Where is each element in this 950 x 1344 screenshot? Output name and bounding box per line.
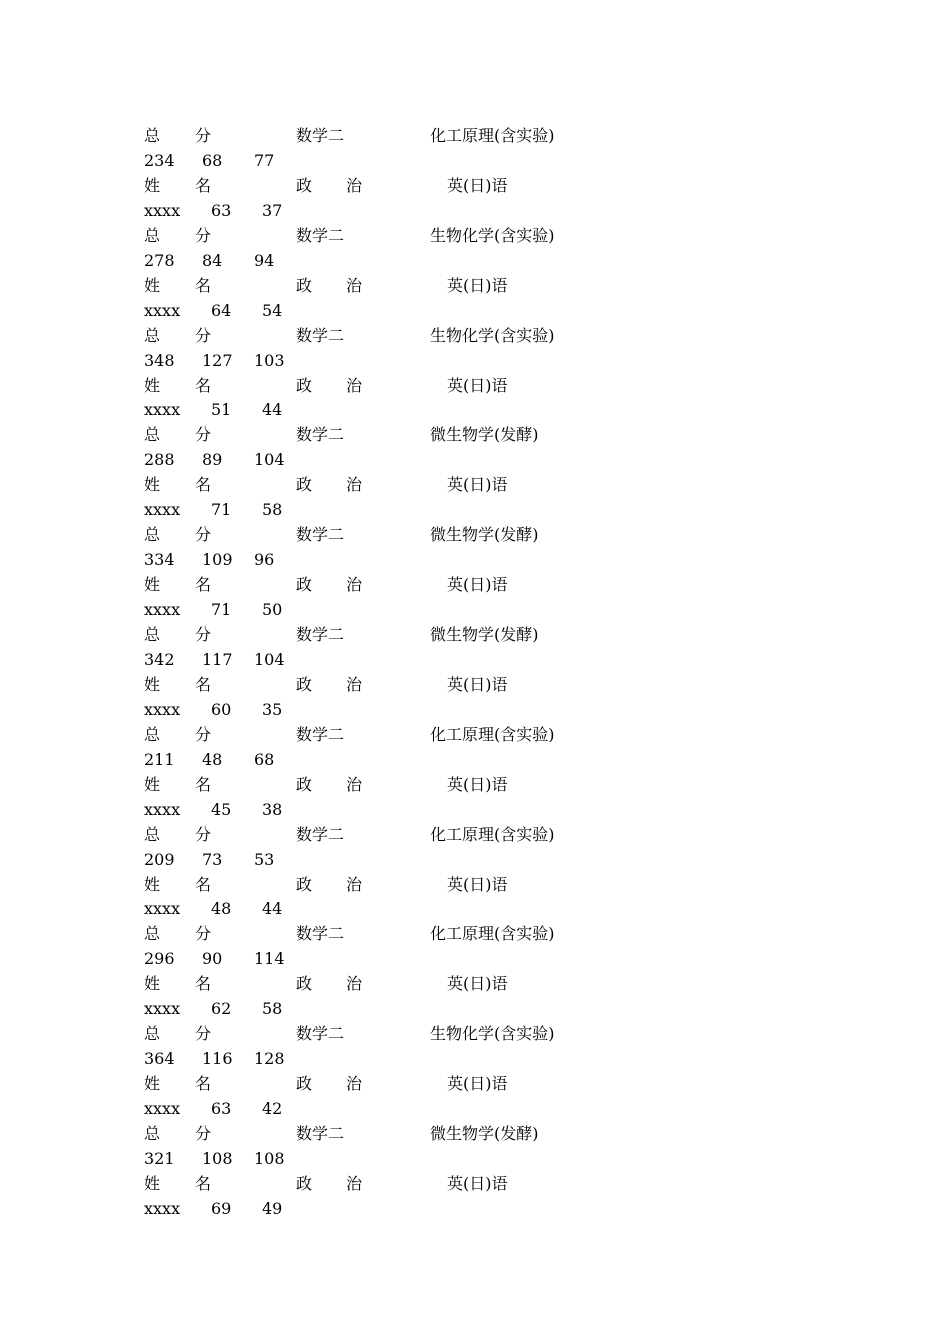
politics-label-char-1: 政	[296, 275, 313, 295]
specialty-score: 104	[254, 450, 285, 470]
name-values-row	[0, 400, 950, 425]
politics-label-char-2: 治	[346, 974, 363, 994]
name-label-char-2: 名	[195, 1074, 212, 1094]
specialty-subject-label: 化工原理(含实验)	[430, 924, 555, 944]
total-label-char-1: 总	[144, 724, 161, 744]
math-label: 数学二	[296, 225, 345, 245]
politics-score: 71	[211, 500, 232, 520]
total-label-char-2: 分	[195, 625, 212, 644]
name-header-row	[0, 276, 950, 301]
name-label-char-2: 名	[195, 175, 212, 195]
politics-label-char-2: 治	[346, 1074, 363, 1094]
student-name: xxxx	[144, 1099, 181, 1119]
name-values-row	[0, 500, 950, 525]
math-label: 数学二	[296, 824, 345, 844]
math-label: 数学二	[296, 1024, 345, 1044]
politics-score: 60	[211, 699, 232, 719]
name-values-row	[0, 800, 950, 825]
politics-label-char-1: 政	[296, 375, 313, 395]
name-header-row	[0, 376, 950, 401]
specialty-subject-label: 生物化学(含实验)	[430, 225, 555, 245]
politics-label-char-1: 政	[296, 674, 313, 694]
name-label-char-1: 姓	[144, 874, 161, 894]
total-score: 348	[144, 350, 175, 370]
score-header-row	[0, 226, 950, 251]
name-label-char-2: 名	[195, 974, 212, 994]
name-header-row	[0, 1074, 950, 1099]
name-header-row	[0, 575, 950, 600]
specialty-subject-label: 微生物学(发酵)	[430, 525, 539, 545]
english-score: 44	[262, 400, 283, 420]
score-header-row	[0, 1024, 950, 1049]
politics-label-char-2: 治	[346, 375, 363, 395]
name-label-char-2: 名	[195, 874, 212, 894]
score-header-row	[0, 725, 950, 750]
name-header-row	[0, 475, 950, 500]
english-label: 英(日)语	[447, 974, 508, 994]
english-label: 英(日)语	[447, 575, 508, 595]
score-values-row	[0, 550, 950, 575]
specialty-score: 114	[254, 949, 285, 969]
score-values-row	[0, 450, 950, 475]
total-label-char-1: 总	[144, 924, 161, 944]
total-label-char-2: 分	[195, 425, 212, 445]
score-values-row	[0, 1049, 950, 1074]
total-label-char-1: 总	[144, 625, 161, 644]
math-score: 89	[202, 450, 223, 470]
total-label-char-2: 分	[195, 724, 212, 744]
specialty-subject-label: 微生物学(发酵)	[430, 1124, 539, 1143]
total-label-char-2: 分	[195, 824, 212, 844]
math-score: 117	[202, 649, 233, 669]
name-label-char-2: 名	[195, 774, 212, 794]
politics-score: 62	[211, 999, 232, 1019]
total-score: 234	[144, 150, 175, 170]
score-header-row	[0, 625, 950, 650]
english-score: 58	[262, 500, 283, 520]
math-score: 127	[202, 350, 233, 370]
student-name: xxxx	[144, 400, 181, 420]
politics-score: 69	[211, 1198, 232, 1218]
total-label-char-1: 总	[144, 225, 161, 245]
politics-label-char-1: 政	[296, 475, 313, 495]
name-label-char-1: 姓	[144, 1074, 161, 1094]
math-score: 109	[202, 550, 233, 570]
english-score: 35	[262, 699, 283, 719]
english-score: 49	[262, 1198, 283, 1218]
politics-score: 51	[211, 400, 232, 420]
math-label: 数学二	[296, 425, 345, 445]
politics-score: 63	[211, 200, 232, 220]
politics-label-char-2: 治	[346, 1173, 363, 1193]
politics-score: 48	[211, 899, 232, 919]
english-label: 英(日)语	[447, 1173, 508, 1193]
total-score: 209	[144, 849, 175, 869]
politics-label-char-2: 治	[346, 774, 363, 794]
name-values-row	[0, 1199, 950, 1224]
politics-label-char-2: 治	[346, 475, 363, 495]
specialty-subject-label: 化工原理(含实验)	[430, 724, 555, 744]
name-label-char-1: 姓	[144, 475, 161, 495]
student-name: xxxx	[144, 699, 181, 719]
total-label-char-2: 分	[195, 924, 212, 944]
total-score: 288	[144, 450, 175, 470]
total-score: 342	[144, 649, 175, 669]
politics-label-char-2: 治	[346, 275, 363, 295]
math-label: 数学二	[296, 724, 345, 744]
name-values-row	[0, 899, 950, 924]
specialty-score: 53	[254, 849, 275, 869]
politics-label-char-2: 治	[346, 175, 363, 195]
specialty-subject-label: 化工原理(含实验)	[430, 126, 555, 145]
english-label: 英(日)语	[447, 1074, 508, 1094]
total-label-char-2: 分	[195, 1024, 212, 1044]
politics-label-char-2: 治	[346, 874, 363, 894]
name-label-char-1: 姓	[144, 774, 161, 794]
name-header-row	[0, 675, 950, 700]
math-label: 数学二	[296, 525, 345, 545]
score-values-row	[0, 750, 950, 775]
name-label-char-1: 姓	[144, 275, 161, 295]
specialty-score: 104	[254, 649, 285, 669]
name-label-char-2: 名	[195, 475, 212, 495]
math-label: 数学二	[296, 1124, 345, 1143]
name-label-char-1: 姓	[144, 674, 161, 694]
politics-label-char-1: 政	[296, 774, 313, 794]
specialty-score: 68	[254, 749, 275, 769]
politics-label-char-2: 治	[346, 575, 363, 595]
name-values-row	[0, 700, 950, 725]
name-values-row	[0, 1099, 950, 1124]
total-label-char-2: 分	[195, 126, 212, 145]
name-header-row	[0, 176, 950, 201]
student-name: xxxx	[144, 200, 181, 220]
name-label-char-2: 名	[195, 674, 212, 694]
total-label-char-2: 分	[195, 225, 212, 245]
score-header-row	[0, 825, 950, 850]
name-label-char-2: 名	[195, 275, 212, 295]
politics-score: 71	[211, 600, 232, 620]
specialty-score: 128	[254, 1049, 285, 1069]
score-values-row	[0, 650, 950, 675]
politics-score: 63	[211, 1099, 232, 1119]
specialty-score: 108	[254, 1148, 285, 1168]
specialty-subject-label: 微生物学(发酵)	[430, 625, 539, 644]
score-values-row	[0, 949, 950, 974]
english-score: 50	[262, 600, 283, 620]
specialty-score: 96	[254, 550, 275, 570]
name-label-char-1: 姓	[144, 1173, 161, 1193]
politics-score: 64	[211, 300, 232, 320]
total-label-char-1: 总	[144, 126, 161, 145]
name-label-char-2: 名	[195, 1173, 212, 1193]
score-header-row	[0, 126, 950, 151]
student-name: xxxx	[144, 300, 181, 320]
score-values-row	[0, 151, 950, 176]
name-header-row	[0, 875, 950, 900]
english-score: 37	[262, 200, 283, 220]
name-values-row	[0, 301, 950, 326]
total-label-char-2: 分	[195, 525, 212, 545]
politics-score: 45	[211, 799, 232, 819]
total-label-char-1: 总	[144, 325, 161, 345]
politics-label-char-1: 政	[296, 1173, 313, 1193]
score-values-row	[0, 251, 950, 276]
math-label: 数学二	[296, 325, 345, 345]
english-score: 54	[262, 300, 283, 320]
politics-label-char-1: 政	[296, 175, 313, 195]
total-label-char-1: 总	[144, 1024, 161, 1044]
total-score: 211	[144, 749, 175, 769]
math-score: 84	[202, 250, 223, 270]
name-values-row	[0, 999, 950, 1024]
math-score: 68	[202, 150, 223, 170]
math-score: 116	[202, 1049, 233, 1069]
english-label: 英(日)语	[447, 674, 508, 694]
english-score: 58	[262, 999, 283, 1019]
name-values-row	[0, 600, 950, 625]
name-label-char-1: 姓	[144, 375, 161, 395]
score-header-row	[0, 326, 950, 351]
english-label: 英(日)语	[447, 774, 508, 794]
specialty-subject-label: 微生物学(发酵)	[430, 425, 539, 445]
score-values-row	[0, 351, 950, 376]
specialty-score: 103	[254, 350, 285, 370]
total-label-char-1: 总	[144, 425, 161, 445]
total-score: 296	[144, 949, 175, 969]
score-values-row	[0, 850, 950, 875]
english-label: 英(日)语	[447, 475, 508, 495]
total-label-char-2: 分	[195, 325, 212, 345]
english-label: 英(日)语	[447, 275, 508, 295]
student-name: xxxx	[144, 899, 181, 919]
math-score: 73	[202, 849, 223, 869]
score-values-row	[0, 1149, 950, 1174]
politics-label-char-1: 政	[296, 874, 313, 894]
math-label: 数学二	[296, 924, 345, 944]
student-name: xxxx	[144, 799, 181, 819]
name-header-row	[0, 974, 950, 999]
score-header-row	[0, 425, 950, 450]
politics-label-char-2: 治	[346, 674, 363, 694]
specialty-subject-label: 化工原理(含实验)	[430, 824, 555, 844]
english-label: 英(日)语	[447, 175, 508, 195]
total-score: 364	[144, 1049, 175, 1069]
name-label-char-1: 姓	[144, 575, 161, 595]
specialty-subject-label: 生物化学(含实验)	[430, 1024, 555, 1044]
name-label-char-2: 名	[195, 375, 212, 395]
math-score: 108	[202, 1148, 233, 1168]
math-score: 48	[202, 749, 223, 769]
name-label-char-1: 姓	[144, 974, 161, 994]
english-label: 英(日)语	[447, 874, 508, 894]
politics-label-char-1: 政	[296, 974, 313, 994]
specialty-score: 77	[254, 150, 275, 170]
name-header-row	[0, 775, 950, 800]
politics-label-char-1: 政	[296, 1074, 313, 1094]
math-label: 数学二	[296, 625, 345, 644]
english-score: 42	[262, 1099, 283, 1119]
math-label: 数学二	[296, 126, 345, 145]
student-name: xxxx	[144, 600, 181, 620]
total-score: 321	[144, 1148, 175, 1168]
english-score: 38	[262, 799, 283, 819]
student-name: xxxx	[144, 999, 181, 1019]
name-label-char-2: 名	[195, 575, 212, 595]
score-header-row	[0, 924, 950, 949]
math-score: 90	[202, 949, 223, 969]
total-label-char-1: 总	[144, 1124, 161, 1143]
english-label: 英(日)语	[447, 375, 508, 395]
english-score: 44	[262, 899, 283, 919]
name-label-char-1: 姓	[144, 175, 161, 195]
politics-label-char-1: 政	[296, 575, 313, 595]
total-score: 334	[144, 550, 175, 570]
student-name: xxxx	[144, 500, 181, 520]
specialty-subject-label: 生物化学(含实验)	[430, 325, 555, 345]
total-label-char-1: 总	[144, 525, 161, 545]
total-score: 278	[144, 250, 175, 270]
specialty-score: 94	[254, 250, 275, 270]
score-header-row	[0, 525, 950, 550]
total-label-char-1: 总	[144, 824, 161, 844]
name-values-row	[0, 201, 950, 226]
student-name: xxxx	[144, 1198, 181, 1218]
name-header-row	[0, 1174, 950, 1199]
score-header-row	[0, 1124, 950, 1149]
total-label-char-2: 分	[195, 1124, 212, 1143]
